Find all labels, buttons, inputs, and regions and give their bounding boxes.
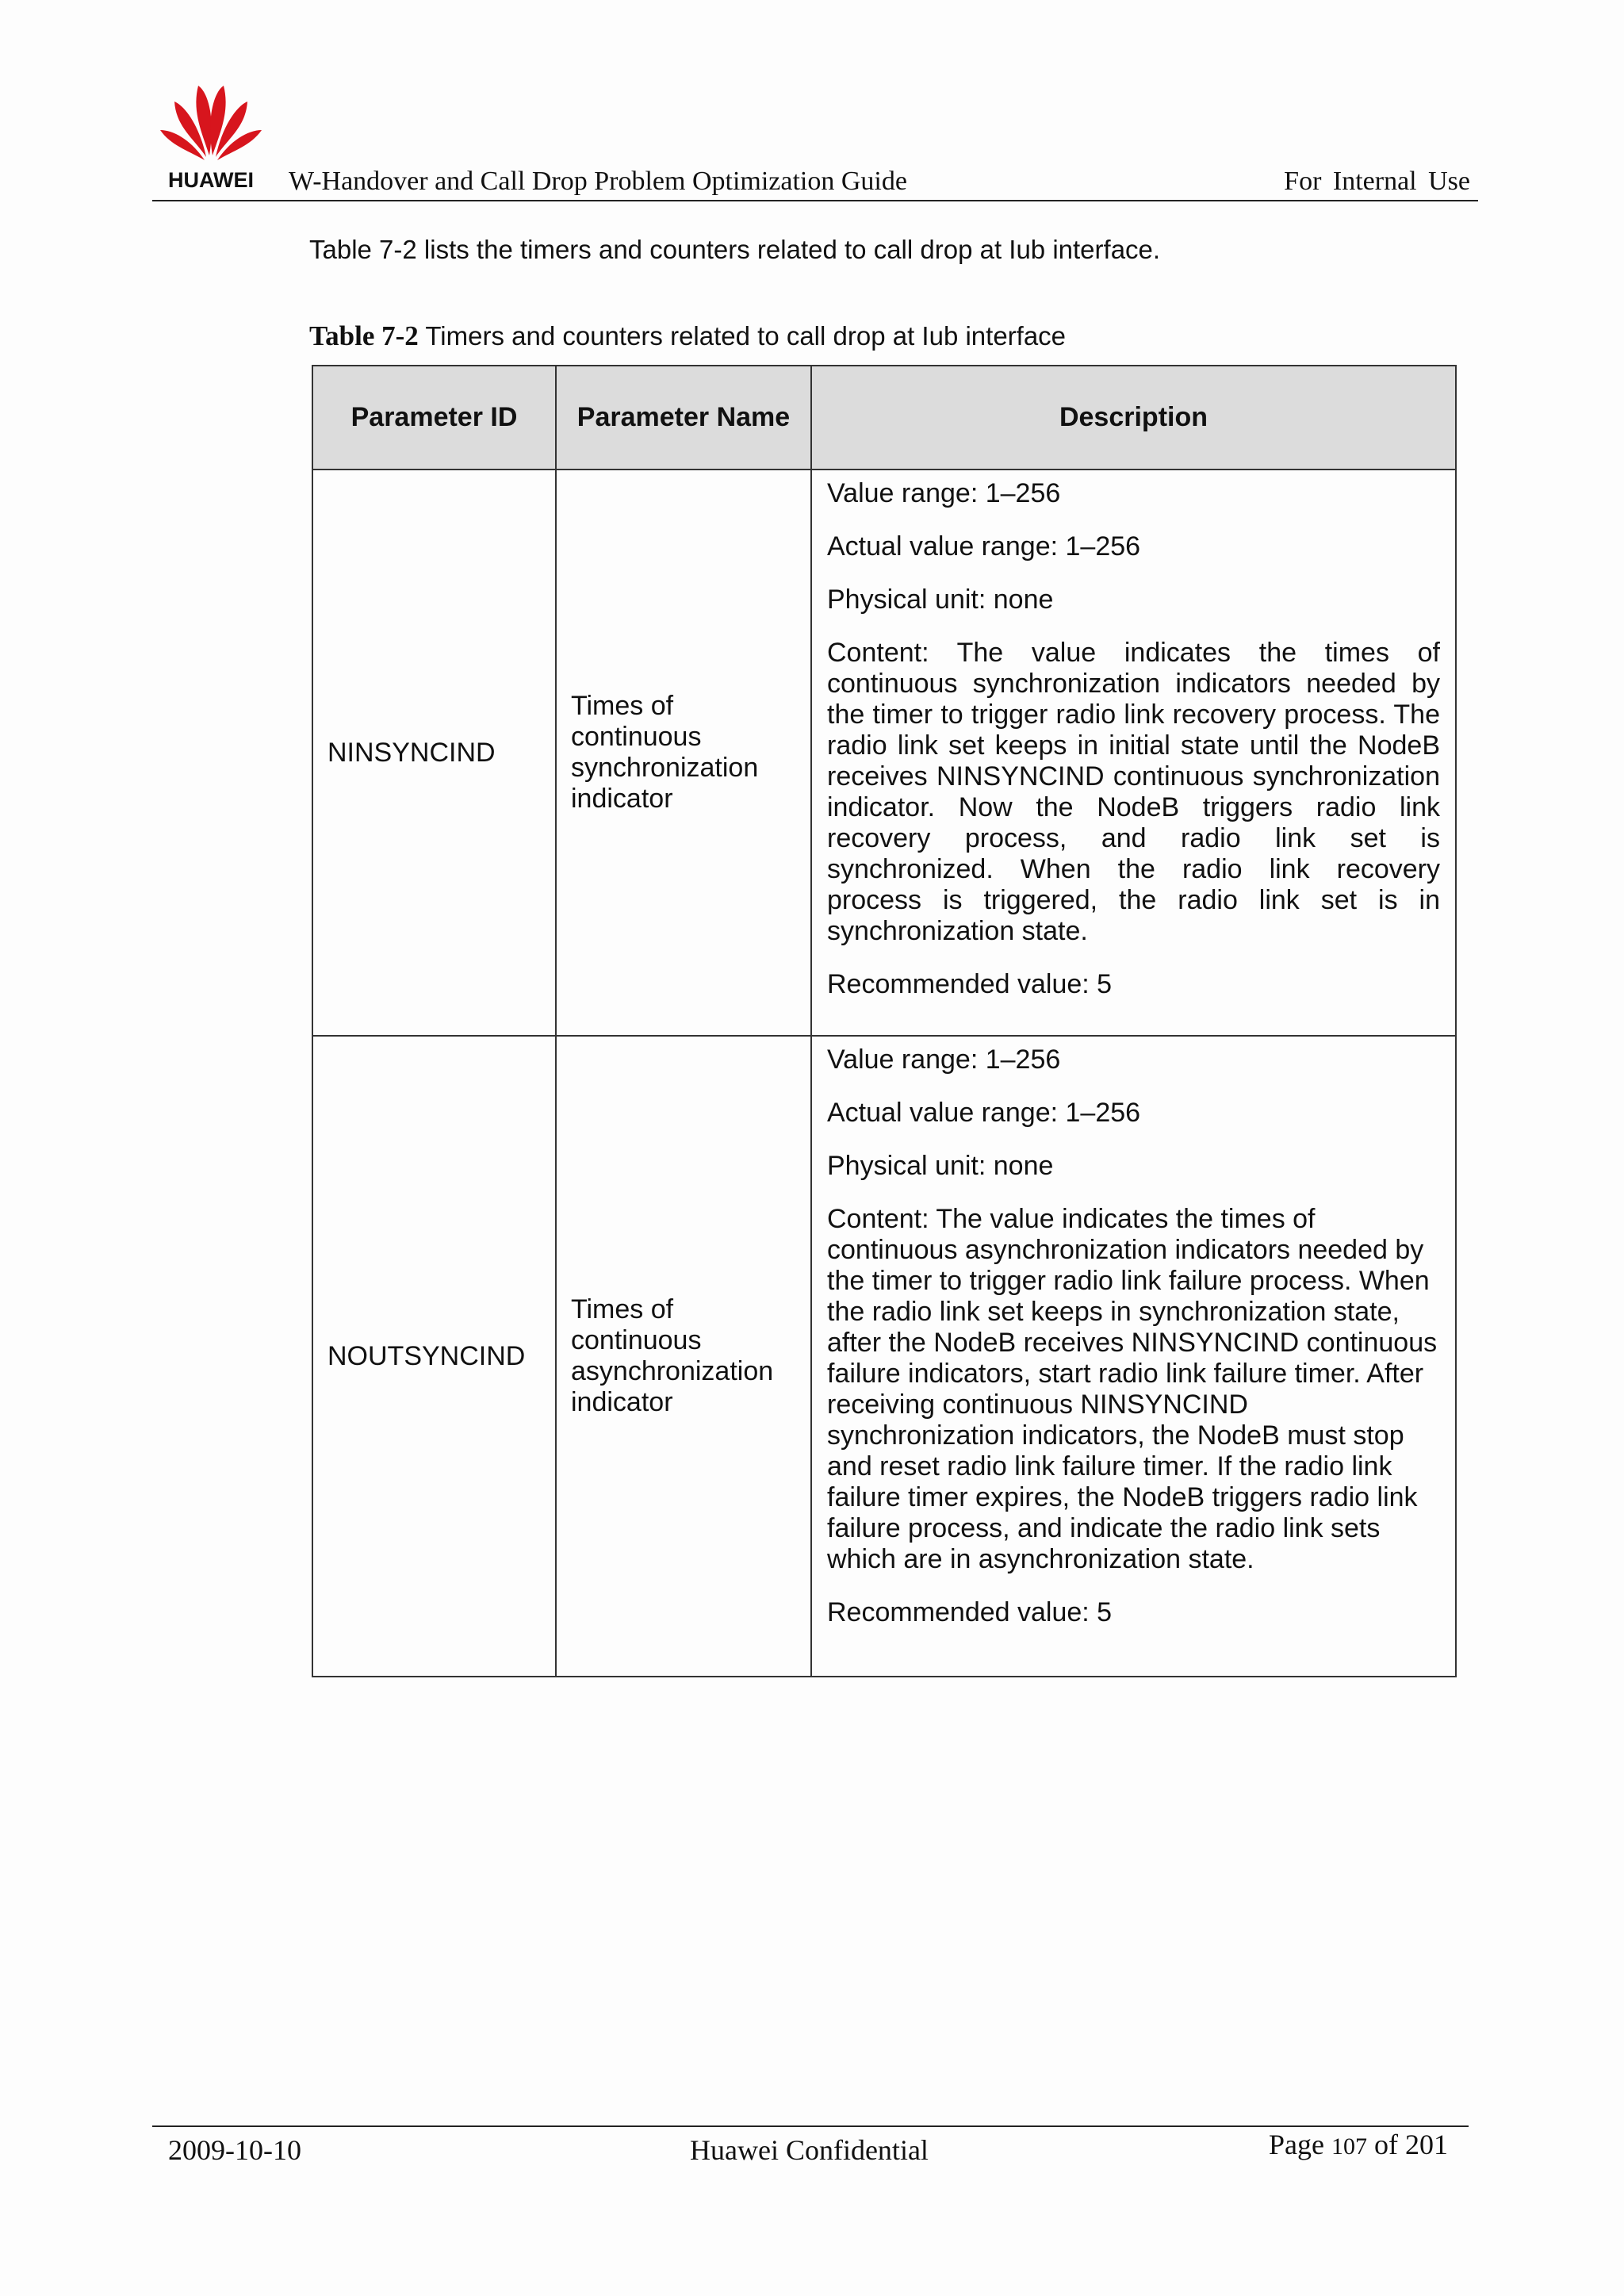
svg-text:HUAWEI: HUAWEI [168,168,254,192]
table-row [312,470,1456,1036]
document-title: W-Handover and Call Drop Problem Optimization Guide [289,167,907,196]
table-caption [309,320,1066,352]
content-text: Content: The value indicates the times of continuous synchronization indicators needed by the timer to trigger radio link recovery process. The radio link set keeps in initial state until the NodeB receives NINSYNCIND continuous synchronization indicator. Now the NodeB triggers radio link recovery process, and radio link set is synchronized. When the radio link recovery process is triggered, the radio link set is in synchronization state. [827,638,1440,946]
intro-paragraph: Table 7-2 lists the timers and counters related to call drop at Iub interface. [309,235,1161,264]
recommended-value: Recommended value: 5 [827,969,1113,999]
footer-confidential: Huawei Confidential [690,2134,929,2166]
huawei-logo [157,82,265,194]
table-header-row [312,366,1456,470]
page-number [1269,2128,1448,2161]
value-range: Value range: 1–256 [827,478,1061,508]
actual-value-range: Actual value range: 1–256 [827,531,1141,562]
column-header-parameter-id: Parameter ID [312,366,556,470]
value-range: Value range: 1–256 [827,1045,1061,1075]
content-text: Content: The value indicates the times of continuous asynchronization indicators needed by the timer to trigger radio link failure process. When the radio link set keeps in synchronization state, after the NodeB receives NINSYNCIND continuous failure indicators, start radio link failure timer. After receiving continuous NINSYNCIND synchronization indicators, the NodeB must stop and reset radio link failure timer. If the radio link failure timer expires, the NodeB triggers radio link failure process, and indicate the radio link sets which are in asynchronization state. [827,1204,1438,1574]
page-of: of [1374,2129,1398,2160]
actual-value-range: Actual value range: 1–256 [827,1098,1141,1128]
table-row [312,1036,1456,1677]
table-caption-label: Table 7-2 [309,320,419,351]
description-cell [811,1036,1456,1677]
parameter-table [312,365,1457,1677]
physical-unit: Physical unit: none [827,1151,1054,1181]
parameter-id-cell: NOUTSYNCIND [312,1036,556,1677]
parameter-id-cell: NINSYNCIND [312,470,556,1036]
footer-divider [152,2125,1469,2127]
header-divider [152,200,1478,201]
parameter-name-cell: Times of continuous synchronization indicator [556,470,811,1036]
page-current: 107 [1331,2133,1367,2160]
parameter-name-cell: Times of continuous asynchronization indicator [556,1036,811,1677]
column-header-description: Description [811,366,1456,470]
footer-date: 2009-10-10 [168,2134,301,2166]
physical-unit: Physical unit: none [827,585,1054,615]
column-header-parameter-name: Parameter Name [556,366,811,470]
page-prefix: Page [1269,2129,1324,2160]
page-total: 201 [1405,2129,1448,2160]
usage-label: For Internal Use [1284,167,1470,196]
description-cell [811,470,1456,1036]
table-caption-text: Timers and counters related to call drop at Iub interface [425,321,1067,351]
recommended-value: Recommended value: 5 [827,1597,1113,1627]
